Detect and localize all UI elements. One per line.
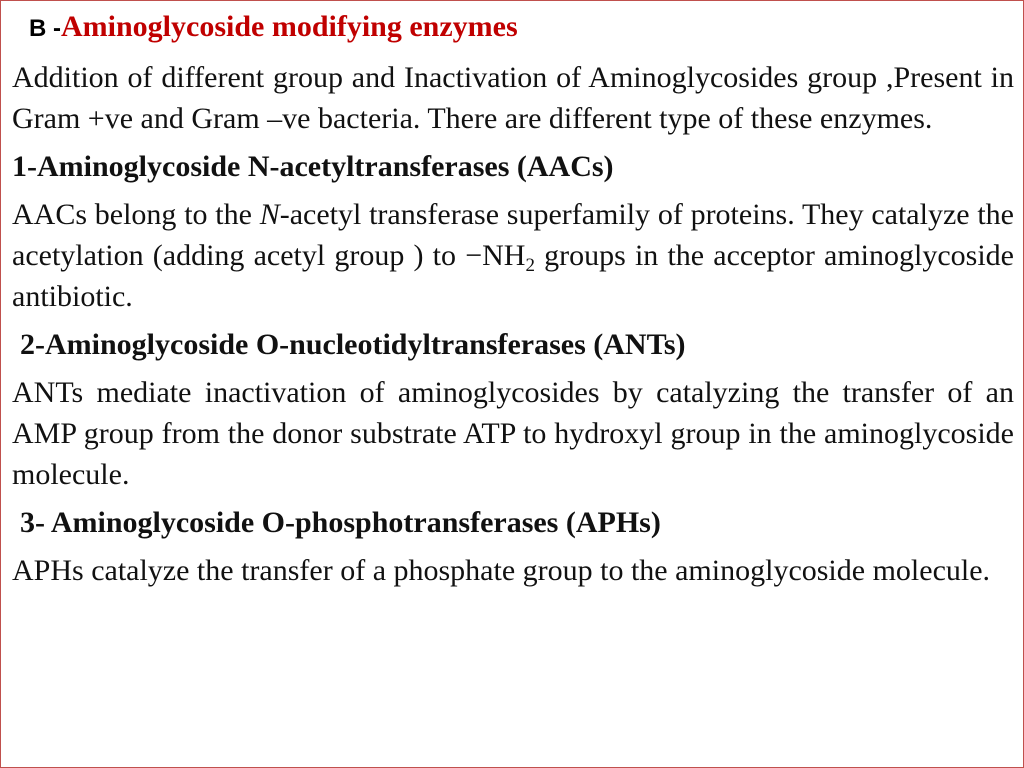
aacs-text-end: groups in the acceptor aminoglycoside antibiotic. <box>12 239 1014 313</box>
title-prefix: B - <box>29 15 61 42</box>
aacs-text-italic: N <box>259 198 280 231</box>
aacs-text-subscript: 2 <box>525 255 535 276</box>
aacs-text-mid: -acetyl transferase superfamily of proteins. They catalyze the acetylation (adding acetyl group ) to −NH <box>12 198 1014 272</box>
section-text-aphs: APHs catalyze the transfer of a phosphate group to the aminoglycoside molecule. <box>12 554 991 587</box>
aacs-text-start: AACs belong to the <box>12 198 260 231</box>
section-heading-ants: 2-Aminoglycoside O-nucleotidyltransferases (ANTs) <box>20 328 686 361</box>
slide-content <box>12 9 1014 598</box>
section-text-ants: ANTs mediate inactivation of aminoglycosides by catalyzing the transfer of an AMP group from the donor substrate ATP to hydroxyl group in the aminoglycoside molecule. <box>12 376 1014 491</box>
intro-paragraph: Addition of different group and Inactivation of Aminoglycosides group ,Present in Gram +ve and Gram –ve bacteria. There are different type of these enzymes. <box>12 61 1014 135</box>
section-text-aacs <box>12 194 1014 317</box>
slide-title <box>29 9 1014 47</box>
title-text: Aminoglycoside modifying enzymes <box>61 10 518 43</box>
section-heading-aacs: 1-Aminoglycoside N-acetyltransferases (AACs) <box>12 150 614 183</box>
section-heading-aphs: 3- Aminoglycoside O-phosphotransferases (APHs) <box>20 506 661 539</box>
